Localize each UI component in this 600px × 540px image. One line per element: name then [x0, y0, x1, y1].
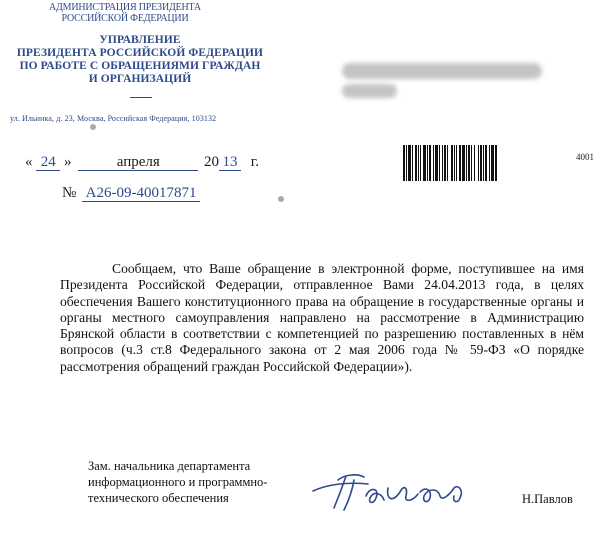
date-close-quote: »	[64, 154, 72, 170]
sender-address: ул. Ильинка, д. 23, Москва, Российская Федерация, 103132	[10, 114, 217, 123]
department-title-line: УПРАВЛЕНИЕ	[99, 34, 181, 46]
barcode-code: 4001	[576, 152, 594, 162]
letter-body	[60, 261, 584, 375]
date-month: апреля	[78, 155, 198, 171]
signatory-title-line: информационного и программно-	[88, 475, 268, 489]
reference-number: А26-09-40017871	[82, 186, 200, 202]
letterhead	[40, 2, 210, 24]
date-line	[25, 154, 259, 171]
number-sign: №	[62, 185, 77, 201]
body-paragraph: Сообщаем, что Ваше обращение в электронной форме, поступившее на имя Президента Российской Федерации, отправленное Вами 24.04.2013 года, в целях обеспечения Вашего конституционного права на обращение в государственные органы и органы местного самоуправления направлено на рассмотрение в Администрацию Брянской области в соответствии с компетенцией по разрешению поставленных в нём вопросов (ч.3 ст.8 Федерального закона от 2 мая 2006 года № 59-ФЗ «О порядке рассмотрения обращений граждан Российской Федерации»).	[60, 261, 584, 374]
signatory-title-line: технического обеспечения	[88, 491, 229, 505]
signatory-name: Н.Павлов	[522, 492, 573, 506]
department-title-line: ПРЕЗИДЕНТА РОССИЙСКОЙ ФЕДЕРАЦИИ	[16, 47, 264, 59]
redacted-recipient-block	[342, 63, 542, 79]
department-title-line: И ОРГАНИЗАЦИЙ	[88, 73, 192, 85]
admin-title-line: АДМИНИСТРАЦИЯ ПРЕЗИДЕНТА	[49, 2, 201, 13]
date-open-quote: «	[25, 154, 33, 170]
department-title-line: ПО РАБОТЕ С ОБРАЩЕНИЯМИ ГРАЖДАН	[19, 60, 261, 72]
date-year-prefix: 20	[204, 154, 219, 170]
punch-hole-mark	[278, 196, 284, 202]
barcode-bar	[497, 145, 498, 181]
signatory-title-line: Зам. начальника департамента	[88, 459, 251, 473]
date-day: 24	[36, 155, 60, 171]
signatory-title	[88, 458, 318, 506]
handwritten-signature-icon	[308, 458, 478, 518]
punch-hole-mark	[90, 124, 96, 130]
redacted-recipient-block	[342, 84, 397, 98]
date-year-abbr: г.	[250, 154, 259, 170]
barcode	[403, 145, 565, 181]
heading-rule	[130, 97, 152, 98]
admin-title-line: РОССИЙСКОЙ ФЕДЕРАЦИИ	[61, 13, 189, 24]
reference-line	[62, 185, 200, 202]
date-year-suffix: 13	[219, 155, 241, 171]
department-heading	[0, 34, 280, 86]
